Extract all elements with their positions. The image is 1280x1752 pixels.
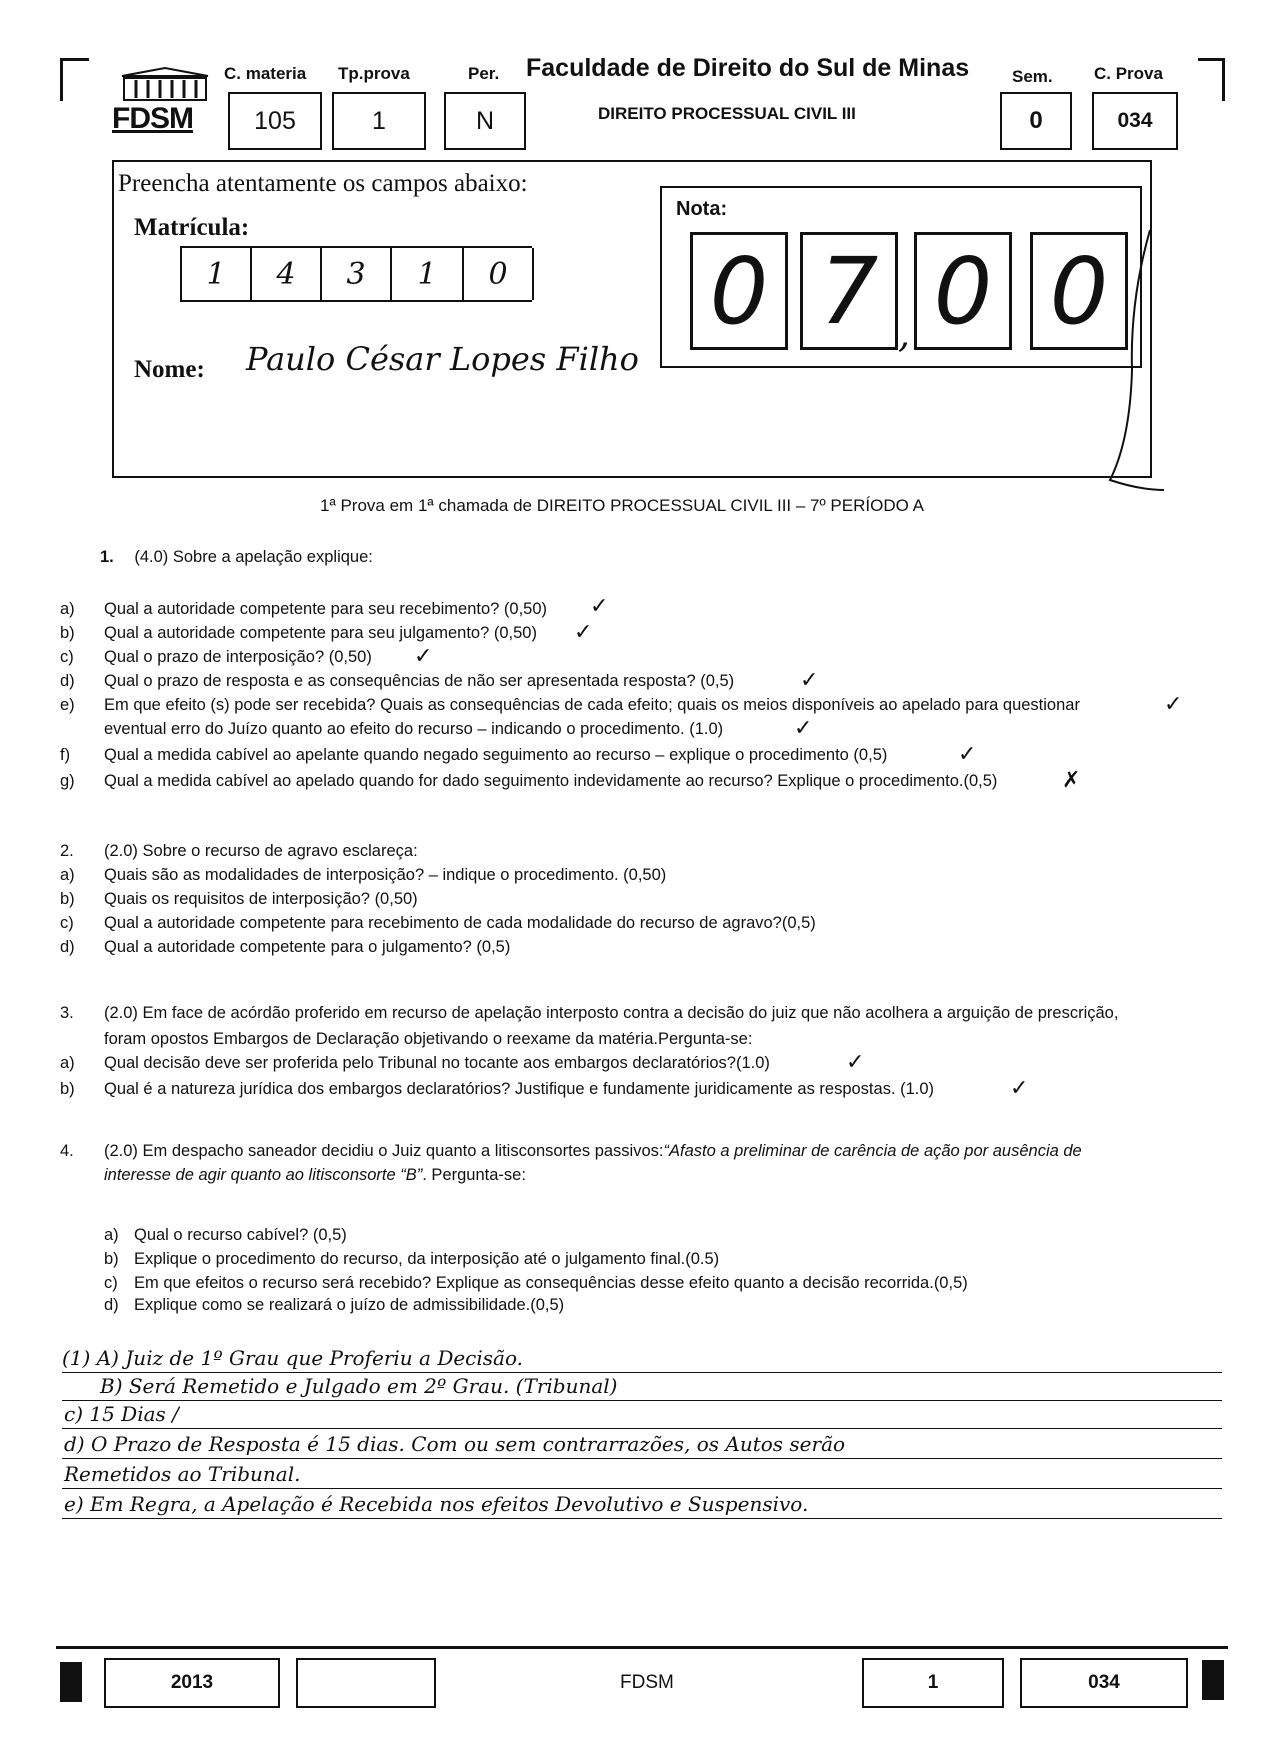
check-icon: ✓ (800, 668, 819, 693)
answer-line (62, 1428, 1222, 1429)
form-instruction: Preencha atentamente os campos abaixo: (118, 170, 528, 197)
nota-digit: 0 (690, 232, 788, 350)
check-icon: ✓ (1010, 1076, 1029, 1101)
nota-digit: 0 (1030, 232, 1128, 350)
footer-code-box: 034 (1020, 1658, 1188, 1708)
codigo-prova-box: 034 (1092, 92, 1178, 150)
logo-text: FDSM (112, 102, 193, 135)
matricula-digit: 1 (182, 248, 252, 300)
footer-year-box: 2013 (104, 1658, 280, 1708)
answer-text: (1) A) Juiz de 1º Grau que Proferiu a Decisão. (62, 1346, 524, 1370)
answer-text: Remetidos ao Tribunal. (64, 1462, 301, 1486)
tp-prova-box: 1 (332, 92, 426, 150)
cross-icon: ✗ (1062, 768, 1081, 793)
nome-label: Nome: (134, 356, 205, 383)
label-codigo-prova: C. Prova (1094, 64, 1163, 83)
check-icon: ✓ (958, 742, 977, 767)
logo (110, 66, 220, 136)
label-materia: C. materia (224, 64, 307, 83)
check-icon: ✓ (590, 594, 609, 619)
answer-text: e) Em Regra, a Apelação é Recebida nos efeitos Devolutivo e Suspensivo. (64, 1492, 809, 1516)
discipline-name: DIREITO PROCESSUAL CIVIL III (598, 104, 856, 123)
corner-mark-top-right (1198, 58, 1225, 101)
answer-line (62, 1372, 1222, 1373)
answer-line (62, 1400, 1222, 1401)
exam-title: 1ª Prova em 1ª chamada de DIREITO PROCESSUAL CIVIL III – 7º PERÍODO A (320, 496, 924, 515)
check-icon: ✓ (574, 620, 593, 645)
grader-mark (1080, 220, 1170, 520)
footer-blank-box (296, 1658, 436, 1708)
label-periodo: Per. (468, 64, 500, 83)
periodo-box: N (444, 92, 526, 150)
q3-heading-cont: foram opostos Embargos de Declaração objetivando o reexame da matéria.Pergunta-se: (104, 1030, 753, 1048)
check-icon: ✓ (846, 1050, 865, 1075)
nota-comma: , (898, 312, 911, 356)
answer-line (62, 1518, 1222, 1519)
answer-line (62, 1488, 1222, 1489)
nota-label: Nota: (676, 198, 728, 220)
semestre-box: 0 (1000, 92, 1072, 150)
answer-text: c) 15 Dias / (64, 1402, 179, 1426)
label-tp-prova: Tp.prova (338, 64, 410, 83)
q4-heading-cont: interesse de agir quanto ao litisconsorte “B”. Pergunta-se: (104, 1166, 526, 1184)
footer-rule (56, 1646, 1228, 1649)
matricula-label: Matrícula: (134, 214, 250, 241)
matricula-digit: 1 (392, 248, 464, 300)
corner-mark-top-left (60, 58, 89, 101)
nota-digit: 0 (914, 232, 1012, 350)
answer-text: d) O Prazo de Resposta é 15 dias. Com ou sem contrarrazões, os Autos serão (64, 1432, 846, 1456)
institution-name: Faculdade de Direito do Sul de Minas (526, 54, 970, 82)
answer-text: B) Será Remetido e Julgado em 2º Grau. (Tribunal) (100, 1374, 618, 1398)
matricula-digit: 3 (322, 248, 392, 300)
nota-digit: 7 (800, 232, 898, 350)
check-icon: ✓ (414, 644, 433, 669)
timing-mark (60, 1662, 82, 1702)
check-icon: ✓ (794, 716, 813, 741)
matricula-field[interactable] (180, 246, 532, 302)
answer-line (62, 1458, 1222, 1459)
q1-heading: 1. (4.0) Sobre a apelação explique: (100, 548, 373, 566)
matricula-digit: 0 (464, 248, 534, 300)
timing-mark (1202, 1660, 1224, 1700)
check-icon: ✓ (1164, 692, 1183, 717)
footer-center-text: FDSM (620, 1672, 674, 1693)
footer-number-box: 1 (862, 1658, 1004, 1708)
label-semestre: Sem. (1012, 67, 1053, 86)
nome-value[interactable]: Paulo César Lopes Filho (246, 340, 639, 378)
matricula-digit: 4 (252, 248, 322, 300)
materia-box: 105 (228, 92, 322, 150)
